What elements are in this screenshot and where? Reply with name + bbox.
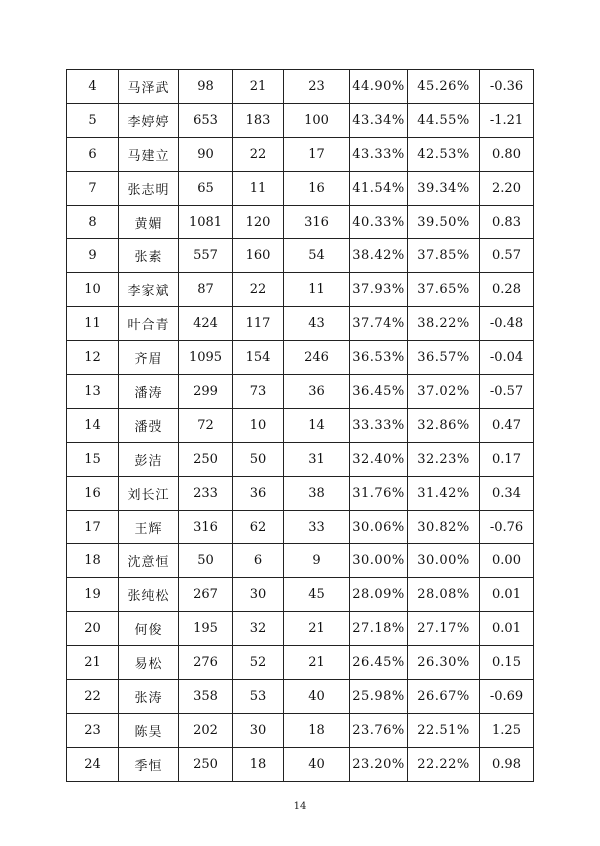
name-cell: 刘长江: [119, 476, 179, 510]
total-cell: 233: [179, 476, 233, 510]
rate-previous-cell: 32.86%: [408, 408, 480, 442]
total-cell: 358: [179, 680, 233, 714]
total-cell: 1095: [179, 341, 233, 375]
rank-cell: 23: [67, 713, 119, 747]
change-cell: 0.83: [480, 205, 534, 239]
name-cell: 王辉: [119, 510, 179, 544]
table-row: [67, 747, 534, 781]
name-cell: 季恒: [119, 747, 179, 781]
change-cell: -0.57: [480, 375, 534, 409]
count-a-cell: 11: [233, 171, 284, 205]
count-a-cell: 50: [233, 442, 284, 476]
table-row: [67, 70, 534, 104]
name-cell: 张素: [119, 239, 179, 273]
total-cell: 276: [179, 646, 233, 680]
table-row: [67, 510, 534, 544]
count-a-cell: 117: [233, 307, 284, 341]
count-b-cell: 11: [284, 273, 350, 307]
table-row: [67, 680, 534, 714]
rate-previous-cell: 31.42%: [408, 476, 480, 510]
rate-current-cell: 36.53%: [350, 341, 408, 375]
name-cell: 张志明: [119, 171, 179, 205]
name-cell: 易松: [119, 646, 179, 680]
total-cell: 1081: [179, 205, 233, 239]
rank-cell: 12: [67, 341, 119, 375]
count-a-cell: 52: [233, 646, 284, 680]
change-cell: 0.00: [480, 544, 534, 578]
rate-previous-cell: 45.26%: [408, 70, 480, 104]
count-a-cell: 30: [233, 578, 284, 612]
rate-previous-cell: 37.85%: [408, 239, 480, 273]
count-a-cell: 32: [233, 612, 284, 646]
count-b-cell: 45: [284, 578, 350, 612]
count-b-cell: 18: [284, 713, 350, 747]
count-a-cell: 62: [233, 510, 284, 544]
total-cell: 299: [179, 375, 233, 409]
table-row: [67, 646, 534, 680]
name-cell: 马建立: [119, 137, 179, 171]
rate-previous-cell: 37.65%: [408, 273, 480, 307]
count-b-cell: 21: [284, 612, 350, 646]
rate-current-cell: 37.93%: [350, 273, 408, 307]
name-cell: 叶合青: [119, 307, 179, 341]
rank-cell: 10: [67, 273, 119, 307]
name-cell: 黄媚: [119, 205, 179, 239]
rate-current-cell: 32.40%: [350, 442, 408, 476]
rate-current-cell: 23.20%: [350, 747, 408, 781]
rank-cell: 21: [67, 646, 119, 680]
rate-previous-cell: 26.67%: [408, 680, 480, 714]
rate-current-cell: 27.18%: [350, 612, 408, 646]
count-b-cell: 246: [284, 341, 350, 375]
change-cell: 0.80: [480, 137, 534, 171]
count-a-cell: 183: [233, 103, 284, 137]
total-cell: 50: [179, 544, 233, 578]
count-a-cell: 22: [233, 273, 284, 307]
table-body: [67, 70, 534, 782]
count-b-cell: 14: [284, 408, 350, 442]
total-cell: 250: [179, 442, 233, 476]
name-cell: 何俊: [119, 612, 179, 646]
total-cell: 87: [179, 273, 233, 307]
change-cell: 0.15: [480, 646, 534, 680]
total-cell: 267: [179, 578, 233, 612]
count-a-cell: 154: [233, 341, 284, 375]
table-row: [67, 341, 534, 375]
rank-cell: 7: [67, 171, 119, 205]
table-row: [67, 612, 534, 646]
change-cell: 0.17: [480, 442, 534, 476]
total-cell: 250: [179, 747, 233, 781]
change-cell: -0.69: [480, 680, 534, 714]
rate-previous-cell: 37.02%: [408, 375, 480, 409]
count-b-cell: 17: [284, 137, 350, 171]
rank-cell: 5: [67, 103, 119, 137]
page-number: 14: [293, 801, 307, 812]
count-b-cell: 40: [284, 680, 350, 714]
count-b-cell: 54: [284, 239, 350, 273]
rate-previous-cell: 32.23%: [408, 442, 480, 476]
count-a-cell: 21: [233, 70, 284, 104]
table-row: [67, 273, 534, 307]
change-cell: 0.01: [480, 578, 534, 612]
count-b-cell: 23: [284, 70, 350, 104]
table-row: [67, 171, 534, 205]
change-cell: -0.76: [480, 510, 534, 544]
rate-current-cell: 26.45%: [350, 646, 408, 680]
name-cell: 张纯松: [119, 578, 179, 612]
change-cell: -0.36: [480, 70, 534, 104]
rank-cell: 24: [67, 747, 119, 781]
table-row: [67, 544, 534, 578]
data-table: [66, 69, 534, 782]
rate-previous-cell: 30.82%: [408, 510, 480, 544]
total-cell: 98: [179, 70, 233, 104]
table-row: [67, 713, 534, 747]
rate-current-cell: 25.98%: [350, 680, 408, 714]
rate-current-cell: 30.06%: [350, 510, 408, 544]
count-a-cell: 36: [233, 476, 284, 510]
total-cell: 653: [179, 103, 233, 137]
count-b-cell: 316: [284, 205, 350, 239]
total-cell: 195: [179, 612, 233, 646]
change-cell: 0.57: [480, 239, 534, 273]
rank-cell: 16: [67, 476, 119, 510]
count-a-cell: 120: [233, 205, 284, 239]
rate-current-cell: 37.74%: [350, 307, 408, 341]
rate-previous-cell: 36.57%: [408, 341, 480, 375]
rate-previous-cell: 44.55%: [408, 103, 480, 137]
total-cell: 202: [179, 713, 233, 747]
count-a-cell: 22: [233, 137, 284, 171]
change-cell: -0.04: [480, 341, 534, 375]
rate-current-cell: 30.00%: [350, 544, 408, 578]
name-cell: 张涛: [119, 680, 179, 714]
rate-previous-cell: 38.22%: [408, 307, 480, 341]
rate-previous-cell: 22.51%: [408, 713, 480, 747]
rank-cell: 4: [67, 70, 119, 104]
rate-current-cell: 36.45%: [350, 375, 408, 409]
name-cell: 齐眉: [119, 341, 179, 375]
change-cell: 2.20: [480, 171, 534, 205]
count-a-cell: 73: [233, 375, 284, 409]
change-cell: 0.01: [480, 612, 534, 646]
rate-current-cell: 28.09%: [350, 578, 408, 612]
change-cell: 0.34: [480, 476, 534, 510]
table-row: [67, 408, 534, 442]
rate-previous-cell: 27.17%: [408, 612, 480, 646]
rate-previous-cell: 42.53%: [408, 137, 480, 171]
rank-cell: 14: [67, 408, 119, 442]
count-b-cell: 31: [284, 442, 350, 476]
count-a-cell: 30: [233, 713, 284, 747]
rate-current-cell: 40.33%: [350, 205, 408, 239]
rate-current-cell: 43.34%: [350, 103, 408, 137]
rank-cell: 6: [67, 137, 119, 171]
rate-current-cell: 33.33%: [350, 408, 408, 442]
rate-current-cell: 38.42%: [350, 239, 408, 273]
rank-cell: 15: [67, 442, 119, 476]
count-b-cell: 100: [284, 103, 350, 137]
rank-cell: 8: [67, 205, 119, 239]
change-cell: 0.98: [480, 747, 534, 781]
table-row: [67, 205, 534, 239]
rank-cell: 20: [67, 612, 119, 646]
change-cell: 0.28: [480, 273, 534, 307]
rate-previous-cell: 26.30%: [408, 646, 480, 680]
count-b-cell: 40: [284, 747, 350, 781]
rate-previous-cell: 28.08%: [408, 578, 480, 612]
table-row: [67, 307, 534, 341]
name-cell: 沈意恒: [119, 544, 179, 578]
rank-cell: 9: [67, 239, 119, 273]
rate-previous-cell: 22.22%: [408, 747, 480, 781]
count-b-cell: 16: [284, 171, 350, 205]
table-row: [67, 442, 534, 476]
count-b-cell: 33: [284, 510, 350, 544]
name-cell: 彭洁: [119, 442, 179, 476]
name-cell: 潘涛: [119, 375, 179, 409]
table-row: [67, 103, 534, 137]
change-cell: -0.48: [480, 307, 534, 341]
table-row: [67, 375, 534, 409]
count-b-cell: 38: [284, 476, 350, 510]
table-row: [67, 137, 534, 171]
rate-current-cell: 41.54%: [350, 171, 408, 205]
change-cell: 0.47: [480, 408, 534, 442]
change-cell: 1.25: [480, 713, 534, 747]
change-cell: -1.21: [480, 103, 534, 137]
name-cell: 陈昊: [119, 713, 179, 747]
rate-previous-cell: 39.34%: [408, 171, 480, 205]
total-cell: 557: [179, 239, 233, 273]
total-cell: 424: [179, 307, 233, 341]
rank-cell: 11: [67, 307, 119, 341]
rank-cell: 17: [67, 510, 119, 544]
count-b-cell: 43: [284, 307, 350, 341]
table-row: [67, 239, 534, 273]
rate-previous-cell: 39.50%: [408, 205, 480, 239]
count-b-cell: 21: [284, 646, 350, 680]
table-row: [67, 476, 534, 510]
count-a-cell: 160: [233, 239, 284, 273]
rank-cell: 19: [67, 578, 119, 612]
rate-current-cell: 43.33%: [350, 137, 408, 171]
count-a-cell: 53: [233, 680, 284, 714]
rate-current-cell: 23.76%: [350, 713, 408, 747]
total-cell: 90: [179, 137, 233, 171]
rank-cell: 22: [67, 680, 119, 714]
table-row: [67, 578, 534, 612]
count-b-cell: 9: [284, 544, 350, 578]
total-cell: 316: [179, 510, 233, 544]
count-a-cell: 10: [233, 408, 284, 442]
name-cell: 潘弢: [119, 408, 179, 442]
count-a-cell: 18: [233, 747, 284, 781]
total-cell: 65: [179, 171, 233, 205]
name-cell: 李家斌: [119, 273, 179, 307]
rank-cell: 18: [67, 544, 119, 578]
rate-previous-cell: 30.00%: [408, 544, 480, 578]
rate-current-cell: 44.90%: [350, 70, 408, 104]
count-a-cell: 6: [233, 544, 284, 578]
rate-current-cell: 31.76%: [350, 476, 408, 510]
count-b-cell: 36: [284, 375, 350, 409]
rank-cell: 13: [67, 375, 119, 409]
total-cell: 72: [179, 408, 233, 442]
name-cell: 马泽武: [119, 70, 179, 104]
name-cell: 李婷婷: [119, 103, 179, 137]
